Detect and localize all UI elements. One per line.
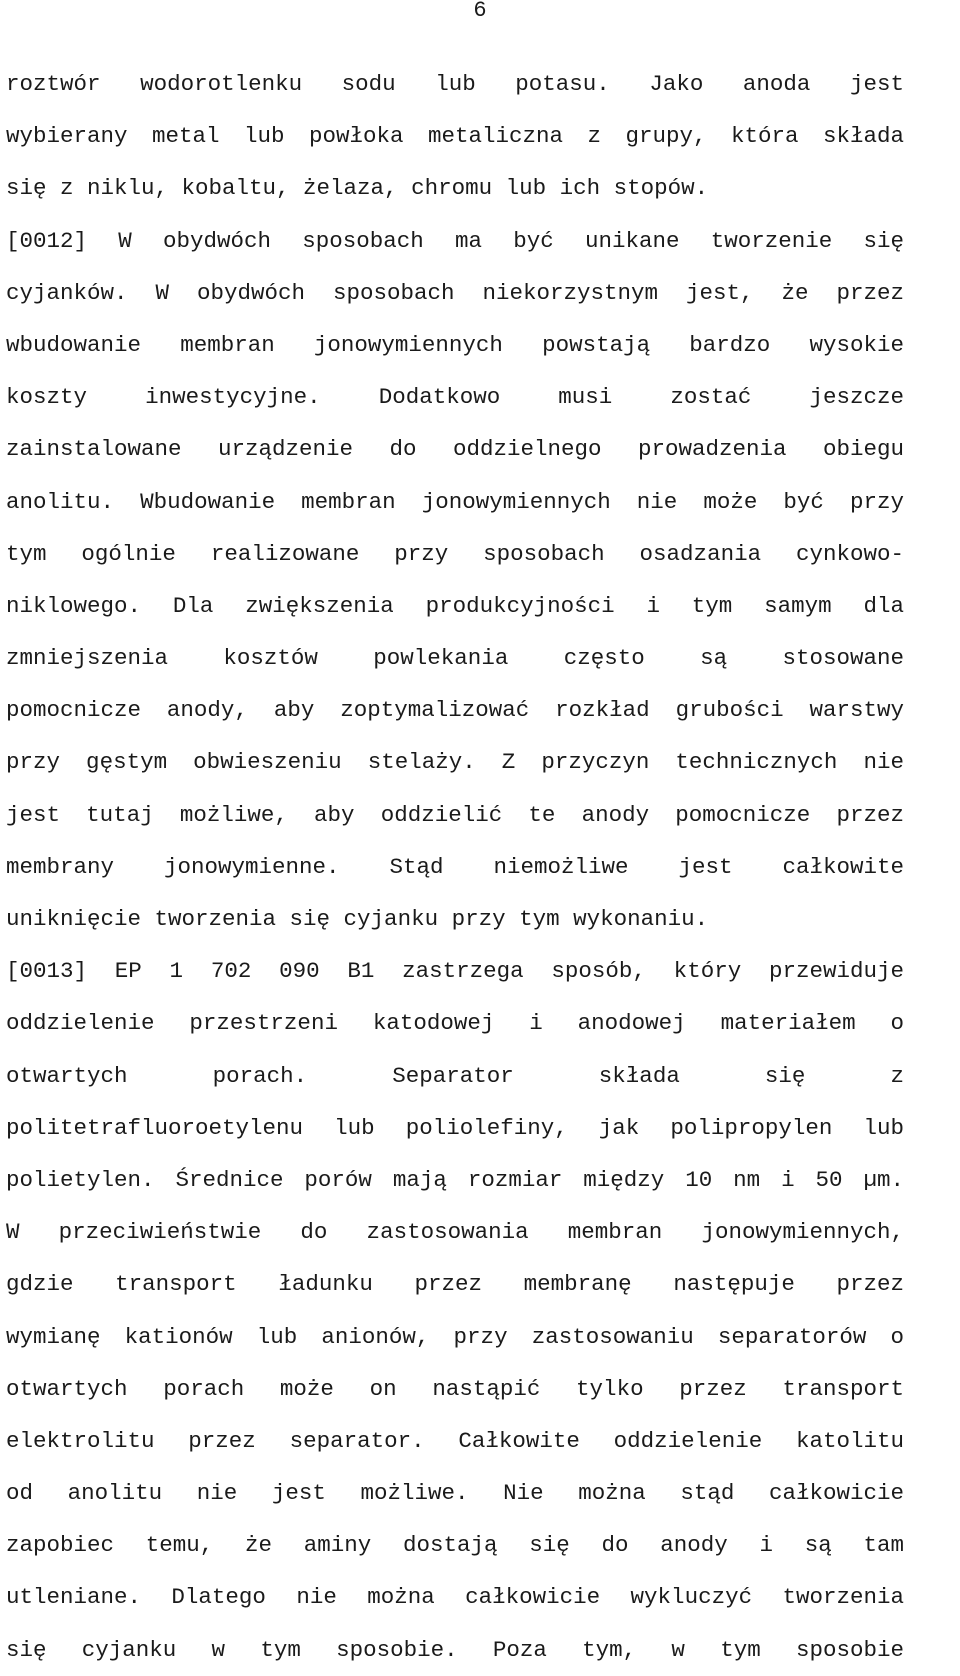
page-number: 6 [473, 0, 487, 23]
text-line: elektrolitu przez separator. Całkowite oddzielenie katolitu [6, 1427, 904, 1454]
text-line: się cyjanku w tym sposobie. Poza tym, w tym sposobie [6, 1636, 904, 1663]
text-line: wbudowanie membran jonowymiennych powstają bardzo wysokie [6, 331, 904, 358]
text-line: wymianę kationów lub anionów, przy zastosowaniu separatorów o [6, 1323, 904, 1350]
text-line: membrany jonowymienne. Stąd niemożliwe jest całkowite [6, 853, 904, 880]
text-line: pomocnicze anody, aby zoptymalizować rozkład grubości warstwy [6, 697, 904, 724]
text-line: otwartych porach może on nastąpić tylko przez transport [6, 1375, 904, 1402]
text-line: koszty inwestycyjne. Dodatkowo musi zostać jeszcze [6, 384, 904, 411]
text-line: cyjanków. W obydwóch sposobach niekorzystnym jest, że przez [6, 279, 904, 306]
text-line: jest tutaj możliwe, aby oddzielić te anody pomocnicze przez [6, 801, 904, 828]
text-line: tym ogólnie realizowane przy sposobach osadzania cynkowo- [6, 540, 904, 567]
text-line: gdzie transport ładunku przez membranę następuje przez [6, 1271, 904, 1298]
text-line: zmniejszenia kosztów powlekania często są stosowane [6, 645, 904, 672]
text-line: uniknięcie tworzenia się cyjanku przy tym wykonaniu. [6, 906, 709, 932]
text-line: roztwór wodorotlenku sodu lub potasu. Jako anoda jest [6, 71, 904, 97]
text-line: otwartych porach. Separator składa się z [6, 1062, 904, 1089]
text-line: zainstalowane urządzenie do oddzielnego prowadzenia obiegu [6, 436, 904, 463]
text-line: utleniane. Dlatego nie można całkowicie wykluczyć tworzenia [6, 1584, 904, 1611]
text-line: przy gęstym obwieszeniu stelaży. Z przyczyn technicznych nie [6, 749, 904, 776]
text-line: [0012] W obydwóch sposobach ma być unikane tworzenie się [6, 227, 904, 254]
text-line: od anolitu nie jest możliwe. Nie można stąd całkowicie [6, 1480, 904, 1507]
text-line: się z niklu, kobaltu, żelaza, chromu lub ich stopów. [6, 175, 709, 202]
text-line: W przeciwieństwie do zastosowania membran jonowymiennych, [6, 1219, 904, 1246]
text-line: polietylen. Średnice porów mają rozmiar między 10 nm i 50 µm. [6, 1166, 904, 1193]
text-line: zapobiec temu, że aminy dostają się do anody i są tam [6, 1532, 904, 1559]
text-line: politetrafluoroetylenu lub poliolefiny, jak polipropylen lub [6, 1114, 904, 1141]
text-line: oddzielenie przestrzeni katodowej i anodowej materiałem o [6, 1010, 904, 1037]
text-line: [0013] EP 1 702 090 B1 zastrzega sposób, który przewiduje [6, 958, 904, 985]
body-text [6, 58, 904, 1676]
text-line: wybierany metal lub powłoka metaliczna z grupy, która składa [6, 123, 904, 150]
text-line: anolitu. Wbudowanie membran jonowymiennych nie może być przy [6, 488, 904, 515]
text-line: niklowego. Dla zwiększenia produkcyjności i tym samym dla [6, 592, 904, 619]
